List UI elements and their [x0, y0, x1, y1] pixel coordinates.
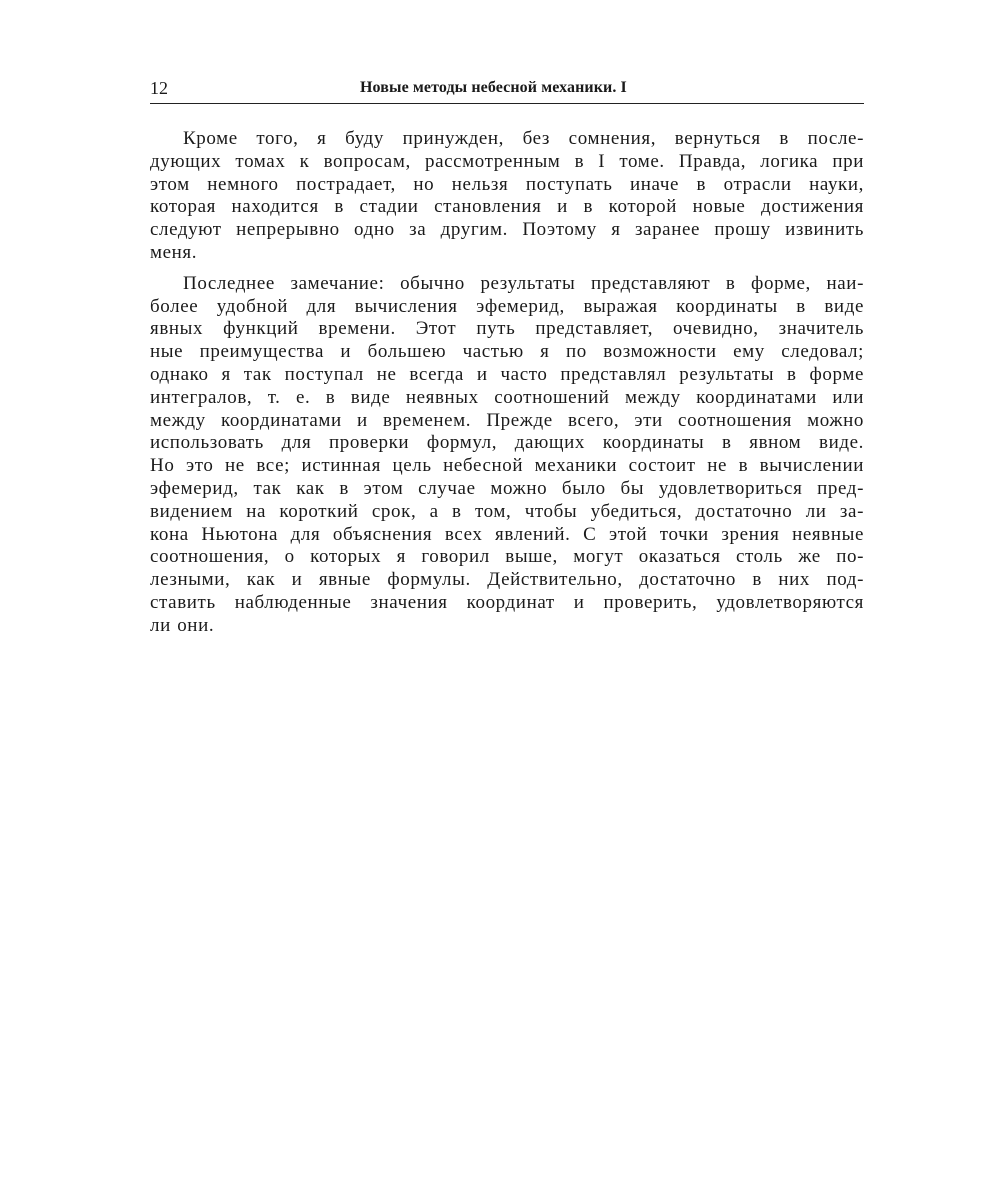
- text-line: меня.: [150, 241, 198, 263]
- text-line: лезными, как и явные формулы. Действительно, достаточно в них под-: [150, 569, 864, 591]
- paragraph-1: [150, 128, 864, 265]
- text-line: следуют непрерывно одно за другим. Поэтому я заранее прошу извинить: [150, 219, 864, 241]
- text-line: видением на короткий срок, а в том, чтобы убедиться, достаточно ли за-: [150, 500, 864, 522]
- paragraph-2: [150, 273, 864, 638]
- text-line: кона Ньютона для объяснения всех явлений. С этой точки зрения неявные: [150, 523, 864, 545]
- text-line: Кроме того, я буду принужден, без сомнения, вернуться в после-: [183, 128, 864, 149]
- running-title: Новые методы небесной механики. I: [360, 79, 627, 96]
- text-line: ли они.: [150, 614, 215, 636]
- text-line: Но это не все; истинная цель небесной механики состоит не в вычислении: [150, 455, 864, 477]
- text-line: между координатами и временем. Прежде всего, эти соотношения можно: [150, 409, 864, 431]
- text-line: ставить наблюденные значения координат и проверить, удовлетворяются: [150, 591, 864, 613]
- text-line: соотношения, о которых я говорил выше, могут оказаться столь же по-: [150, 546, 864, 568]
- text-line: которая находится в стадии становления и в которой новые достижения: [150, 196, 864, 218]
- text-line: более удобной для вычисления эфемерид, выражая координаты в виде: [150, 295, 864, 317]
- header-rule: [150, 103, 864, 104]
- paragraph-gap: [150, 265, 864, 273]
- body-text: [150, 128, 864, 638]
- text-line: ные преимущества и большею частью я по возможности ему следовал;: [150, 341, 864, 363]
- running-head: [150, 78, 864, 100]
- text-line: Последнее замечание: обычно результаты представляют в форме, наи-: [183, 272, 864, 294]
- text-line: использовать для проверки формул, дающих координаты в явном виде.: [150, 432, 864, 454]
- page-number: 12: [150, 78, 168, 98]
- text-line: эфемерид, так как в этом случае можно было бы удовлетвориться пред-: [150, 477, 864, 499]
- text-line: интегралов, т. е. в виде неявных соотношений между координатами или: [150, 386, 864, 408]
- text-line: этом немного пострадает, но нельзя поступать иначе в отрасли науки,: [150, 173, 864, 195]
- text-line: явных функций времени. Этот путь представляет, очевидно, значитель: [150, 318, 864, 340]
- text-line: дующих томах к вопросам, рассмотренным в I томе. Правда, логика при: [150, 150, 864, 172]
- text-line: однако я так поступал не всегда и часто представлял результаты в форме: [150, 363, 864, 385]
